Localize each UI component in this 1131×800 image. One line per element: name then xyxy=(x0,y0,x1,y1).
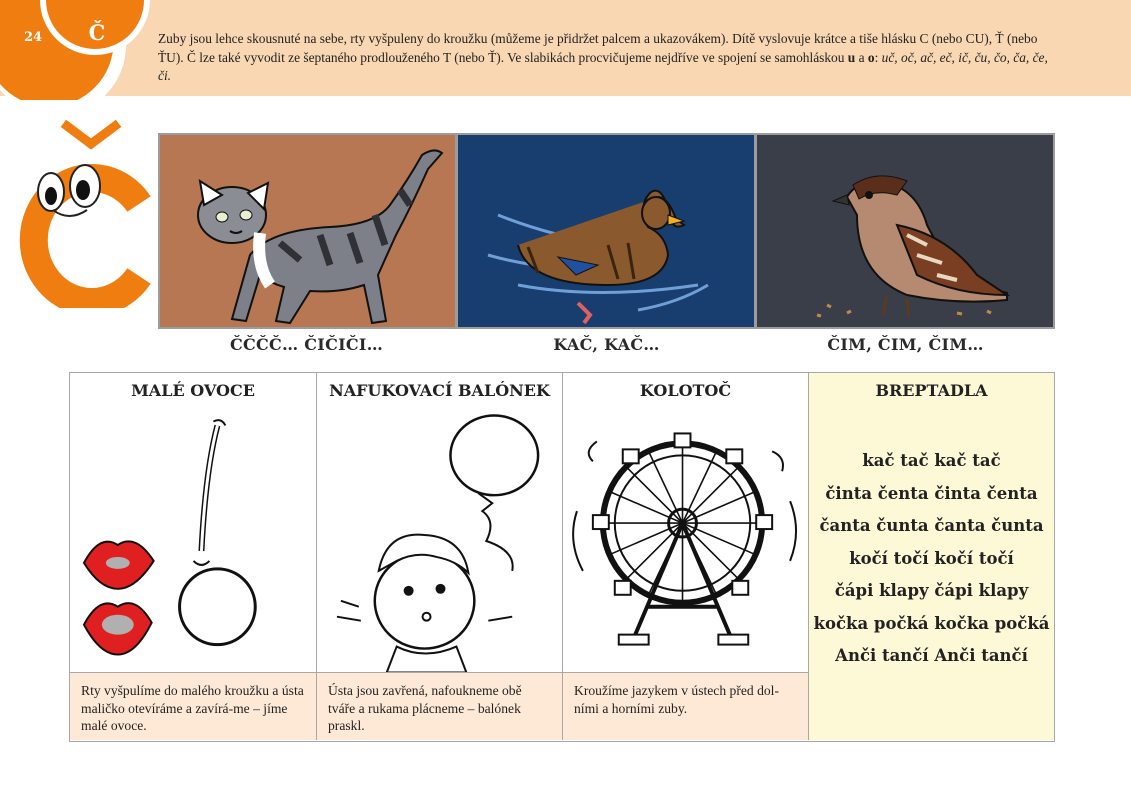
exercise-title: MALÉ OVOCE xyxy=(131,381,255,400)
intro-segment: u xyxy=(847,49,856,65)
breptadla-title: BREPTADLA xyxy=(875,381,988,400)
duck-illustration-icon xyxy=(458,135,754,327)
exercise-description: Ústa jsou zavřená, nafoukneme obě tváře a rukama plácneme – balónek praskl. xyxy=(317,672,562,740)
cat-illustration-icon xyxy=(160,135,455,327)
page-number: 24 xyxy=(23,30,43,45)
exercise-column-carousel xyxy=(563,373,809,740)
tongue-twister-line: čápi klapy čápi klapy xyxy=(834,581,1029,600)
exercise-title: KOLOTOČ xyxy=(639,381,732,400)
ferris-wheel-illustration-icon xyxy=(563,411,808,673)
tongue-twister-line: kočka počká kočka počká xyxy=(813,613,1050,633)
exercise-column-balloon xyxy=(317,373,563,740)
big-letter-c-caron-icon xyxy=(15,118,155,308)
corner-tab xyxy=(0,0,160,100)
boy-with-balloon-illustration-icon xyxy=(317,411,562,673)
tongue-twister-line: kočí točí kočí točí xyxy=(849,548,1014,568)
lips-and-cherry-illustration-icon xyxy=(70,411,316,673)
exercise-description: Rty vyšpulíme do malého kroužku a ústa maličko otevíráme a zavírá-me – jíme malé ovoce. xyxy=(70,672,316,740)
duck-sound-label: KAČ, KAČ… xyxy=(553,335,660,354)
sparrow-panel xyxy=(757,135,1053,327)
exercise-title: NAFUKOVACÍ BALÓNEK xyxy=(329,381,550,400)
chapter-letter: Č xyxy=(88,20,106,45)
tongue-twister-line: kač tač kač tač xyxy=(862,451,1001,470)
intro-segment: Zuby jsou lehce skousnuté na sebe, rty vyšpuleny do kroužku (můžeme je přidržet palcem a ukazovákem). Dítě vyslovuje krátce a tiše hlásku C (nebo CU), Ť (nebo ŤU). Č lze také vyvodit ze šeptaného prodlouženého T (nebo Ť). Ve slabikách procvičujeme nejdříve ve spojení se samohláskou xyxy=(158,31,1038,65)
exercise-column-small-fruit xyxy=(70,373,317,740)
intro-text xyxy=(158,30,1058,86)
cat-sound-label: ČČČČ… ČIČIČI… xyxy=(229,335,384,354)
sparrow-illustration-icon xyxy=(757,135,1053,327)
tongue-twister-line: čanta čunta čanta čunta xyxy=(819,516,1044,535)
duck-panel xyxy=(458,135,754,327)
tongue-twister-line: činta čenta činta čenta xyxy=(825,483,1038,503)
breptadla-lines xyxy=(809,445,1054,673)
sparrow-sound-label: ČIM, ČIM, ČIM… xyxy=(827,335,984,354)
intro-segment: o xyxy=(867,49,875,65)
cat-panel xyxy=(160,135,455,327)
intro-segment: : xyxy=(874,49,882,65)
animal-strip xyxy=(158,133,1055,329)
exercise-table xyxy=(69,372,1055,742)
intro-segment: a xyxy=(855,49,868,65)
exercise-description: Kroužíme jazykem v ústech před dol-ními a horními zuby. xyxy=(563,672,808,740)
intro-segment: uč, oč, ač, eč, ič, ču, čo, ča, če, či. xyxy=(158,49,1048,83)
tongue-twister-line: Anči tančí Anči tančí xyxy=(835,646,1028,665)
breptadla-column xyxy=(809,373,1054,740)
